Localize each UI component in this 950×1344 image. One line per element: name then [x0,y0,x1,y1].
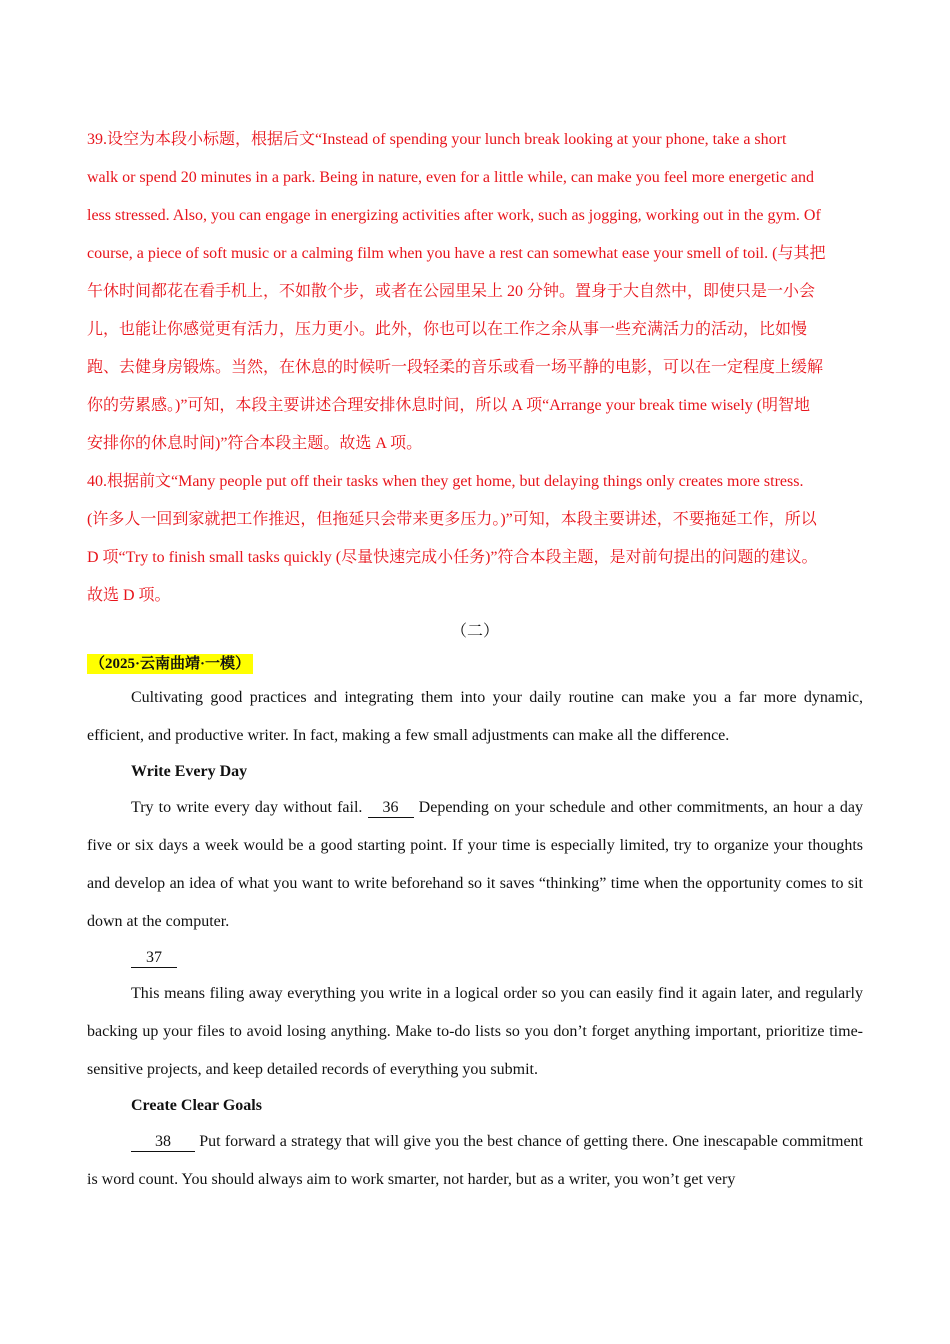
section-number: （二） [450,623,499,640]
answer-39-line: 安排你的休息时间)”符合本段主题。故选 A 项。 [87,435,423,452]
blank-36: 36 [368,799,414,818]
answer-39-line: 午休时间都花在看手机上，不如散个步，或者在公园里呆上 20 分钟。置身于大自然中，即使只是一小会 [87,283,816,300]
heading-write-every-day: Write Every Day [131,763,248,780]
answer-40-line: D 项“Try to finish small tasks quickly (尽量快速完成小任务)”符合本段主题，是对前句提出的问题的建议。 [87,549,818,566]
answer-39-line: 你的劳累感。)”可知，本段主要讲述合理安排休息时间，所以 A 项“Arrange your break time wisely (明智地 [87,397,811,414]
blank-38: 38 [131,1133,195,1152]
answer-39-line: walk or spend 20 minutes in a park. Being in nature, even for a little while, can make you feel more energetic and [87,169,815,186]
intro-paragraph: Cultivating good practices and integrating them into your daily routine can make you a far more dynamic, efficient, and productive writer. In fact, making a few small adjustments can make all the difference. [87,689,863,744]
paragraph-blank-38 [87,1123,863,1199]
answer-40 [87,463,863,615]
answer-39-line: course, a piece of soft music or a calming film when you have a rest can somewhat ease your smell of toil. (与其把 [87,245,826,262]
answer-39-line: less stressed. Also, you can engage in energizing activities after work, such as jogging, working out in the gym. Of [87,207,821,224]
answer-40-line: 40.根据前文“Many people put off their tasks when they get home, but delaying things only creates more stress. [87,473,804,490]
heading-blank-37 [87,941,863,975]
answer-40-line: (许多人一回到家就把工作推迟，但拖延只会带来更多压力。)”可知，本段主要讲述，不要拖延工作，所以 [87,511,817,528]
page-content [87,121,863,1199]
paragraph-text: Try to write every day without fail. [131,799,363,816]
heading-create-clear-goals: Create Clear Goals [131,1097,262,1114]
paragraph-filing: This means filing away everything you write in a logical order so you can easily find it again later, and regularly backing up your files to avoid losing anything. Make to-do lists so you don’t forget anything important, prioritize time-sensitive projects, and keep detailed records of everything you submit. [87,985,863,1078]
paragraph-text: Put forward a strategy that will give you the best chance of getting there. One inescapable commitment is word count. You should always aim to work smarter, not harder, but as a writer, you won’t get very [87,1133,863,1188]
answer-explanations [87,121,863,615]
source-tag-row [87,649,863,679]
answer-39 [87,121,863,463]
answer-39-line: 儿，也能让你感觉更有活力，压力更小。此外，你也可以在工作之余从事一些充满活力的活动，比如慢 [87,321,808,338]
source-tag: （2025·云南曲靖·一模） [87,654,253,674]
answer-40-line: 故选 D 项。 [87,587,171,604]
answer-39-line: 跑、去健身房锻炼。当然，在休息的时候听一段轻柔的音乐或看一场平静的电影，可以在一定程度上缓解 [87,359,824,376]
blank-37: 37 [131,949,177,968]
paragraph-blank-36 [87,789,863,941]
reading-passage [87,679,863,1199]
answer-39-line: 39.设空为本段小标题，根据后文“Instead of spending your lunch break looking at your phone, take a short [87,131,787,148]
paragraph-text: Depending on your schedule and other commitments, an hour a day five or six days a week would be a good starting point. If your time is especially limited, try to organize your thoughts and develop an idea of what you want to write beforehand so it saves “thinking” time when the opportunity comes to sit down at the computer. [87,799,864,930]
